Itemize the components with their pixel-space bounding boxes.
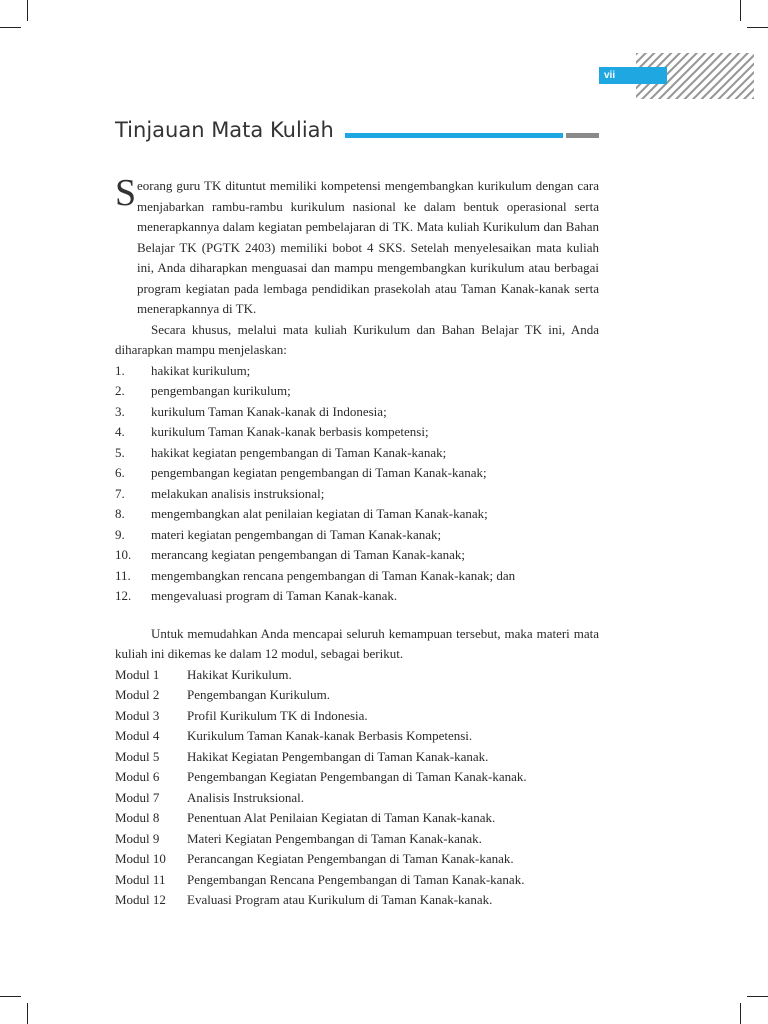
modules-list	[115, 665, 599, 911]
list-item-number: 11.	[115, 567, 131, 583]
list-item-number: 2.	[115, 383, 125, 398]
module-row	[115, 870, 599, 891]
section-spacer	[115, 607, 599, 624]
list-item	[115, 504, 599, 525]
list-item	[115, 525, 599, 546]
module-label: Modul 12	[115, 892, 166, 907]
module-title: Pengembangan Kurikulum.	[187, 687, 330, 702]
module-title: Materi Kegiatan Pengembangan di Taman Kanak-kanak.	[187, 830, 482, 846]
page-number: vii	[604, 70, 616, 81]
module-title: Pengembangan Rencana Pengembangan di Taman Kanak-kanak.	[187, 871, 525, 887]
list-item	[115, 545, 599, 566]
objectives-list	[115, 361, 599, 607]
list-item	[115, 402, 599, 423]
list-item-text: kurikulum Taman Kanak-kanak berbasis kompetensi;	[151, 424, 429, 439]
list-item	[115, 443, 599, 464]
list-item-number: 3.	[115, 403, 125, 419]
module-row	[115, 726, 599, 747]
crop-mark-top-right-h	[747, 27, 768, 28]
module-row	[115, 890, 599, 911]
module-row	[115, 788, 599, 809]
module-label: Modul 5	[115, 748, 160, 764]
module-row	[115, 767, 599, 788]
list-item	[115, 586, 599, 607]
module-label: Modul 9	[115, 830, 160, 846]
module-row	[115, 829, 599, 850]
crop-mark-bottom-left-v	[27, 1003, 28, 1024]
crop-mark-bottom-right-v	[740, 1003, 741, 1024]
list-item-text: materi kegiatan pengembangan di Taman Kanak-kanak;	[151, 526, 442, 542]
list-item-text: mengembangkan rencana pengembangan di Taman Kanak-kanak; dan	[151, 567, 516, 583]
list-item	[115, 361, 599, 382]
list-item	[115, 381, 599, 402]
objectives-lead: Secara khusus, melalui mata kuliah Kurikulum dan Bahan Belajar TK ini, Anda diharapkan mampu menjelaskan:	[115, 321, 599, 357]
list-item-number: 8.	[115, 506, 125, 521]
module-label: Modul 6	[115, 769, 160, 784]
list-item-text: mengembangkan alat penilaian kegiatan di Taman Kanak-kanak;	[151, 506, 488, 521]
module-title: Kurikulum Taman Kanak-kanak Berbasis Kompetensi.	[187, 728, 473, 743]
title-underline-blue	[345, 133, 563, 138]
list-item-text: melakukan analisis instruksional;	[151, 485, 325, 501]
list-item-number: 9.	[115, 526, 125, 542]
module-label: Modul 4	[115, 728, 160, 743]
list-item-number: 5.	[115, 444, 125, 460]
crop-mark-top-left-v	[27, 0, 28, 21]
module-label: Modul 11	[115, 871, 166, 887]
list-item-text: hakikat kegiatan pengembangan di Taman Kanak-kanak;	[151, 444, 447, 460]
list-item-number: 6.	[115, 465, 125, 480]
module-row	[115, 808, 599, 829]
list-item-number: 1.	[115, 362, 125, 378]
list-item	[115, 422, 599, 443]
module-row	[115, 747, 599, 768]
list-item-number: 10.	[115, 547, 132, 562]
module-title: Penentuan Alat Penilaian Kegiatan di Taman Kanak-kanak.	[187, 810, 496, 825]
module-title: Hakikat Kurikulum.	[187, 666, 292, 682]
module-row	[115, 706, 599, 727]
module-title: Profil Kurikulum TK di Indonesia.	[187, 707, 368, 723]
module-title: Hakikat Kegiatan Pengembangan di Taman Kanak-kanak.	[187, 748, 489, 764]
list-item-text: mengevaluasi program di Taman Kanak-kanak.	[151, 588, 398, 603]
module-title: Perancangan Kegiatan Pengembangan di Taman Kanak-kanak.	[187, 851, 514, 866]
crop-mark-bottom-left-h	[0, 996, 21, 997]
list-item-text: kurikulum Taman Kanak-kanak di Indonesia;	[151, 403, 387, 419]
list-item	[115, 484, 599, 505]
title-underline-grey	[566, 133, 599, 138]
crop-mark-bottom-right-h	[747, 996, 768, 997]
module-row	[115, 665, 599, 686]
module-label: Modul 8	[115, 810, 160, 825]
crop-mark-top-left-h	[0, 27, 21, 28]
list-item-text: pengembangan kurikulum;	[151, 383, 291, 398]
module-label: Modul 1	[115, 666, 160, 682]
module-title: Analisis Instruksional.	[187, 789, 304, 805]
module-row	[115, 849, 599, 870]
list-item-number: 7.	[115, 485, 125, 501]
module-label: Modul 2	[115, 687, 160, 702]
module-row	[115, 685, 599, 706]
module-label: Modul 7	[115, 789, 160, 805]
list-item-text: hakikat kurikulum;	[151, 362, 251, 378]
list-item-number: 12.	[115, 588, 132, 603]
intro-paragraph	[115, 172, 599, 320]
crop-mark-top-right-v	[740, 0, 741, 21]
list-item-text: pengembangan kegiatan pengembangan di Taman Kanak-kanak;	[151, 465, 487, 480]
page-title: Tinjauan Mata Kuliah	[115, 118, 334, 142]
module-title: Pengembangan Kegiatan Pengembangan di Taman Kanak-kanak.	[187, 769, 527, 784]
drop-cap: S	[115, 172, 137, 214]
module-title: Evaluasi Program atau Kurikulum di Taman Kanak-kanak.	[187, 892, 493, 907]
list-item-text: merancang kegiatan pengembangan di Taman Kanak-kanak;	[151, 547, 465, 562]
list-item	[115, 566, 599, 587]
body-text	[115, 172, 599, 911]
list-item-number: 4.	[115, 424, 125, 439]
list-item	[115, 463, 599, 484]
modules-lead: Untuk memudahkan Anda mencapai seluruh kemampuan tersebut, maka materi mata kuliah ini dikemas ke dalam 12 modul, sebagai berikut.	[115, 625, 599, 661]
module-label: Modul 10	[115, 851, 166, 866]
module-label: Modul 3	[115, 707, 160, 723]
intro-text: eorang guru TK dituntut memiliki kompetensi mengembangkan kurikulum dengan cara menjabarkan rambu-rambu kurikulum nasional ke dalam bentuk operasional serta menerapkannya dalam kegiatan pembelajaran di TK. Mata kuliah Kurikulum dan Bahan Belajar TK (PGTK 2403) memiliki bobot 4 SKS. Setelah menyelesaikan mata kuliah ini, Anda diharapkan menguasai dan mampu mengembangkan kurikulum atau berbagai program kegiatan pada lembaga pendidikan prasekolah atau Taman Kanak-kanak serta menerapkannya di TK.	[137, 178, 599, 316]
